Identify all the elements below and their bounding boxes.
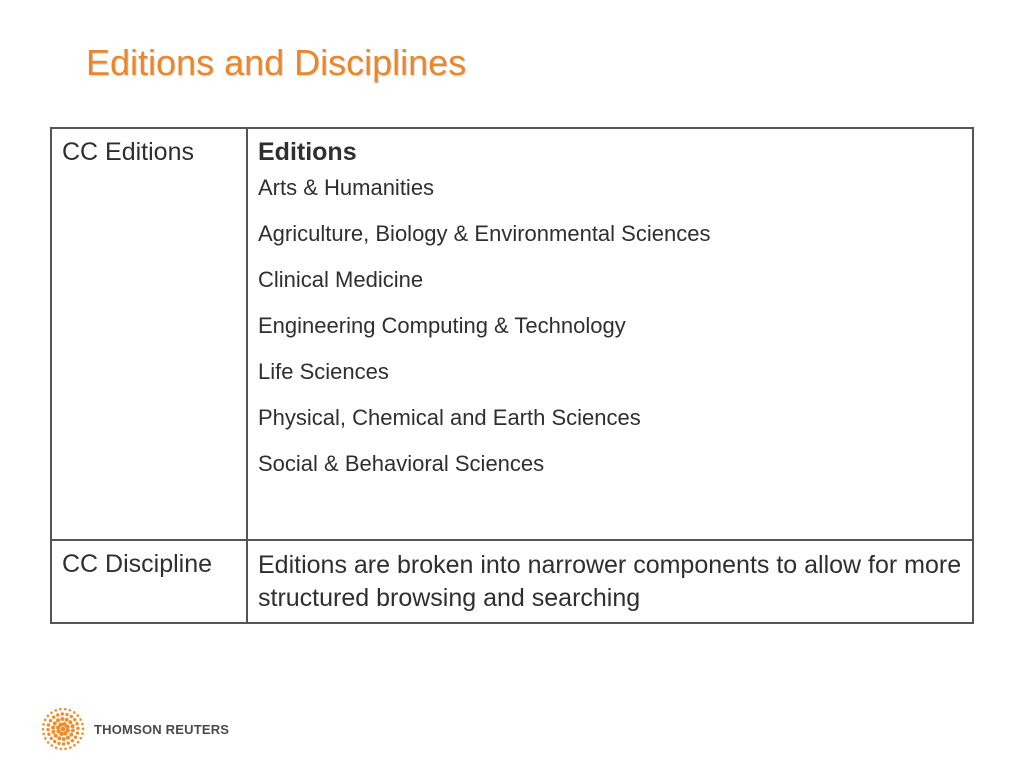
row-label-cc-discipline: CC Discipline	[62, 550, 213, 578]
logo-dot	[56, 729, 60, 733]
logo-dot	[67, 741, 70, 744]
logo-dot	[51, 725, 55, 729]
logo-dot	[77, 741, 80, 744]
table-row-discipline	[51, 540, 973, 623]
discipline-description: Editions are broken into narrower components to allow for more structured browsing and searching	[258, 551, 962, 612]
row-label-cell	[51, 128, 247, 540]
list-item: Clinical Medicine	[258, 267, 424, 292]
logo-dot	[77, 714, 80, 717]
logo-dot	[62, 742, 65, 745]
logo-dot	[73, 711, 76, 714]
logo-dot	[73, 744, 76, 747]
logo-dot	[69, 746, 72, 749]
logo-dot	[58, 722, 62, 726]
logo-dot	[53, 740, 56, 743]
logo-dot	[65, 713, 68, 716]
logo-dot	[71, 739, 74, 742]
table-row-editions	[51, 128, 973, 540]
editions-heading: Editions	[258, 138, 357, 166]
logo-dot	[42, 728, 45, 731]
editions-table	[50, 127, 974, 624]
logo-dot	[55, 746, 58, 749]
list-item: Arts & Humanities	[258, 175, 435, 200]
logo-dot	[42, 733, 45, 736]
logo-dot	[50, 711, 53, 714]
logo-dot	[60, 717, 64, 721]
row-label-cc-editions: CC Editions	[62, 138, 194, 166]
logo-dot	[49, 719, 52, 722]
logo-dot	[79, 737, 82, 740]
logo-dot	[44, 719, 47, 722]
logo-dot	[65, 724, 69, 728]
discipline-content-cell	[247, 540, 973, 623]
logo-dot	[76, 731, 79, 734]
list-item: Social & Behavioral Sciences	[258, 451, 545, 476]
logo-dot	[46, 728, 49, 731]
logo-dot	[81, 732, 84, 735]
logo-dot	[69, 709, 72, 712]
list-item: Physical, Chemical and Earth Sciences	[258, 405, 641, 430]
logo-dot	[64, 748, 67, 751]
logo-dot	[81, 723, 84, 726]
logo-dot	[76, 727, 79, 730]
logo-dot	[59, 748, 62, 751]
logo-dot	[47, 715, 50, 718]
thomson-reuters-logo	[40, 707, 229, 751]
logo-dot	[56, 718, 60, 722]
logo-dot	[64, 708, 67, 711]
editions-list	[258, 175, 962, 477]
logo-dot	[47, 741, 50, 744]
logo-dot	[68, 720, 72, 724]
logo-dot	[52, 716, 55, 719]
row-label-cell	[51, 540, 247, 623]
logo-dot	[53, 721, 57, 725]
logo-dot	[56, 713, 59, 716]
logo-dot	[73, 718, 76, 721]
logo-dot	[44, 737, 47, 740]
logo-dot	[51, 730, 55, 734]
logo-dot	[47, 733, 50, 736]
thomson-reuters-dot-sphere-icon	[40, 706, 86, 752]
logo-dot	[57, 736, 61, 740]
logo-dot	[61, 727, 66, 732]
logo-dot	[59, 708, 62, 711]
logo-dot	[50, 737, 53, 740]
logo-dot	[70, 715, 73, 718]
list-item: Life Sciences	[258, 359, 389, 384]
list-item: Engineering Computing & Technology	[258, 313, 626, 338]
logo-dot	[54, 709, 57, 712]
logo-dot	[82, 728, 85, 731]
logo-dot	[69, 733, 73, 737]
logo-dot	[42, 723, 45, 726]
logo-dot	[65, 718, 69, 722]
list-item: Agriculture, Biology & Environmental Sciences	[258, 221, 711, 246]
logo-dot	[61, 712, 64, 715]
editions-content-cell	[247, 128, 973, 540]
logo-dot	[71, 729, 75, 733]
logo-dot	[79, 718, 82, 721]
logo-dot	[47, 723, 50, 726]
brand-name: THOMSON REUTERS	[94, 721, 230, 737]
logo-dot	[74, 736, 77, 739]
logo-dot	[71, 724, 75, 728]
logo-dot	[54, 734, 58, 738]
logo-dot	[62, 737, 66, 741]
logo-dot	[66, 736, 70, 740]
logo-dot	[50, 744, 53, 747]
logo-dot	[57, 742, 60, 745]
logo-dot	[75, 722, 78, 725]
slide-title: Editions and Disciplines	[86, 42, 467, 83]
logo-dot	[63, 731, 67, 735]
